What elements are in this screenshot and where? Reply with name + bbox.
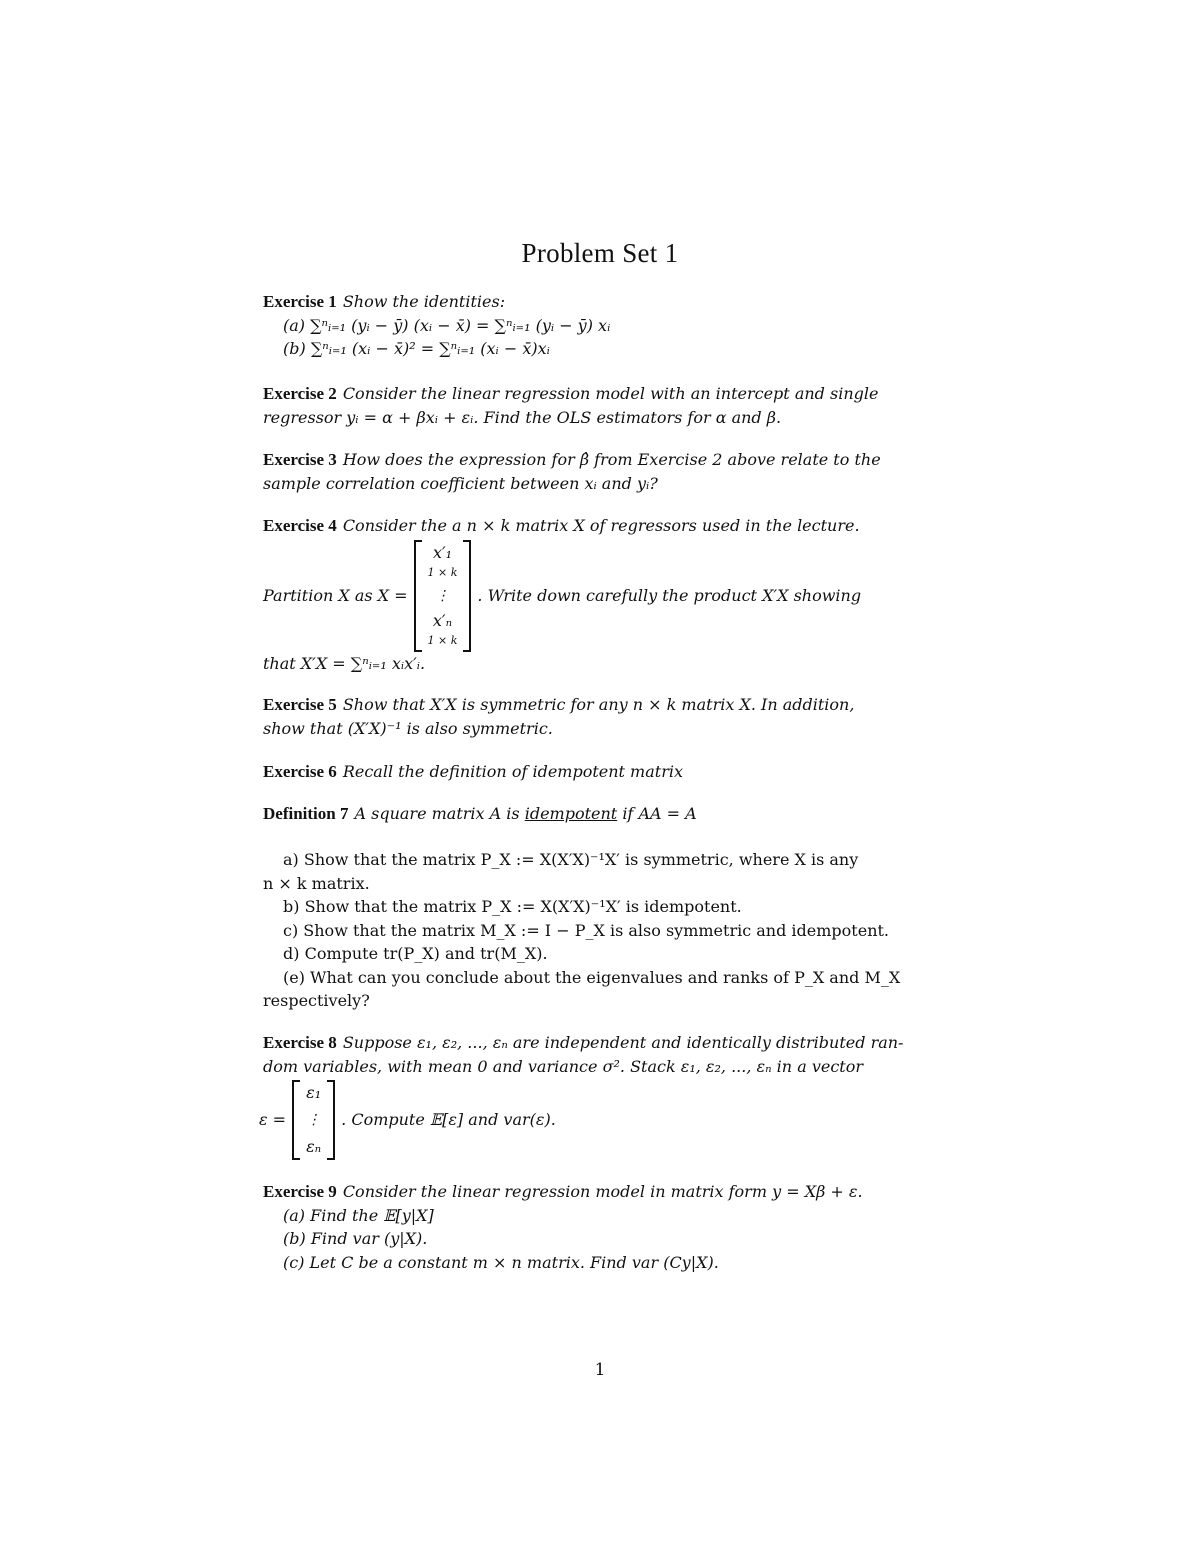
part-a: a) Show that the matrix P_X := X(X′X)⁻¹X′ is symmetric, where X is any [283, 850, 859, 869]
exercise-label: Exercise 5 [263, 695, 337, 714]
part-e-cont: respectively? [263, 991, 370, 1010]
part-d: d) Compute tr(P_X) and tr(M_X). [283, 944, 548, 963]
exercise-text: Suppose ε₁, ε₂, ..., εₙ are independent and identically distributed ran- [342, 1033, 904, 1052]
exercise-text-cont: show that (X′X)⁻¹ is also symmetric. [263, 718, 553, 738]
identity-a: (a) ∑ⁿᵢ₌₁ (yᵢ − ȳ) (xᵢ − x̄) = ∑ⁿᵢ₌₁ (yᵢ − ȳ) xᵢ [283, 315, 611, 335]
page-title: Problem Set 1 [521, 238, 679, 268]
page-number: 1 [594, 1360, 606, 1380]
exercise-9 [263, 1180, 938, 1274]
idempotent-parts [263, 848, 938, 1013]
exercise-text: Consider the linear regression model in matrix form y = Xβ + ε. [342, 1182, 863, 1201]
exercise-text-cont: dom variables, with mean 0 and variance σ². Stack ε₁, ε₂, ..., εₙ in a vector [263, 1056, 863, 1076]
exercise-label: Exercise 1 [263, 292, 337, 311]
matrix-row-top [428, 544, 458, 580]
exercise-label: Exercise 8 [263, 1033, 337, 1052]
part-c: c) Show that the matrix M_X := I − P_X is also symmetric and idempotent. [283, 920, 890, 940]
exercise-2 [263, 382, 938, 429]
exercise-8 [259, 1031, 938, 1160]
vertical-dots: ⋮ [306, 1112, 321, 1128]
matrix-entry: x′₁ [432, 542, 453, 562]
exercise-text: Show that X′X is symmetric for any n × k matrix X. In addition, [342, 695, 855, 714]
matrix-row-bottom [428, 612, 458, 648]
definition-label: Definition 7 [263, 804, 349, 823]
exercise-text: Show the identities: [342, 292, 506, 311]
definition-text: A square matrix A is [354, 804, 520, 823]
error-vector [292, 1080, 335, 1160]
exercise-6 [263, 760, 938, 784]
exercise-text: How does the expression for β̂ from Exercise 2 above relate to the [342, 450, 881, 469]
part-a-cont: n × k matrix. [263, 873, 370, 893]
exercise-label: Exercise 9 [263, 1182, 337, 1201]
exercise-label: Exercise 4 [263, 516, 337, 535]
exercise-text-cont: regressor yᵢ = α + βxᵢ + εᵢ. Find the OLS estimators for α and β. [263, 407, 782, 427]
exercise-text-cont: sample correlation coefficient between xᵢ and yᵢ? [263, 473, 658, 493]
exercise-1 [263, 290, 938, 361]
vector-row [259, 1080, 938, 1160]
vector-entry-top: ε₁ [306, 1083, 322, 1102]
definition-text-post: if AA = A [622, 804, 697, 823]
part-c: (c) Let C be a constant m × n matrix. Find var (Cy|X). [283, 1252, 719, 1272]
part-e: (e) What can you conclude about the eigenvalues and ranks of P_X and M_X [283, 967, 901, 987]
exercise-3 [263, 448, 938, 495]
vector-lhs: ε = [259, 1110, 287, 1130]
exercise-label: Exercise 3 [263, 450, 337, 469]
part-b: (b) Find var (y|X). [283, 1229, 428, 1248]
identity-b: (b) ∑ⁿᵢ₌₁ (xᵢ − x̄)² = ∑ⁿᵢ₌₁ (xᵢ − x̄)xᵢ [283, 339, 550, 358]
matrix-entry-dim: 1 × k [427, 633, 458, 647]
part-a: (a) Find the 𝔼[y|X] [283, 1205, 434, 1225]
defined-term: idempotent [524, 804, 618, 823]
definition-7 [263, 802, 938, 826]
exercise-4 [263, 514, 938, 675]
regressor-matrix [414, 540, 472, 652]
exercise-text: Recall the definition of idempotent matrix [342, 762, 683, 781]
partition-text-post: . Write down carefully the product X′X showing [477, 585, 862, 605]
exercise-label: Exercise 6 [263, 762, 337, 781]
partition-text: Partition X as X = [263, 585, 408, 605]
exercise-5 [263, 693, 938, 740]
exercise-text: Consider the a n × k matrix X of regressors used in the lecture. [342, 516, 860, 535]
exercise-text: Consider the linear regression model with an intercept and single [342, 384, 879, 403]
vector-text-post: . Compute 𝔼[ε] and var(ε). [341, 1110, 556, 1130]
matrix-entry: x′ₙ [432, 610, 453, 630]
exercise-text-cont: that X′X = ∑ⁿᵢ₌₁ xᵢx′ᵢ. [263, 653, 426, 673]
part-b: b) Show that the matrix P_X := X(X′X)⁻¹X′ is idempotent. [283, 897, 742, 916]
matrix-entry-dim: 1 × k [427, 565, 458, 579]
vertical-dots: ⋮ [435, 587, 450, 604]
partition-row [263, 540, 938, 652]
vector-entry-bottom: εₙ [306, 1137, 322, 1156]
exercise-label: Exercise 2 [263, 384, 337, 403]
